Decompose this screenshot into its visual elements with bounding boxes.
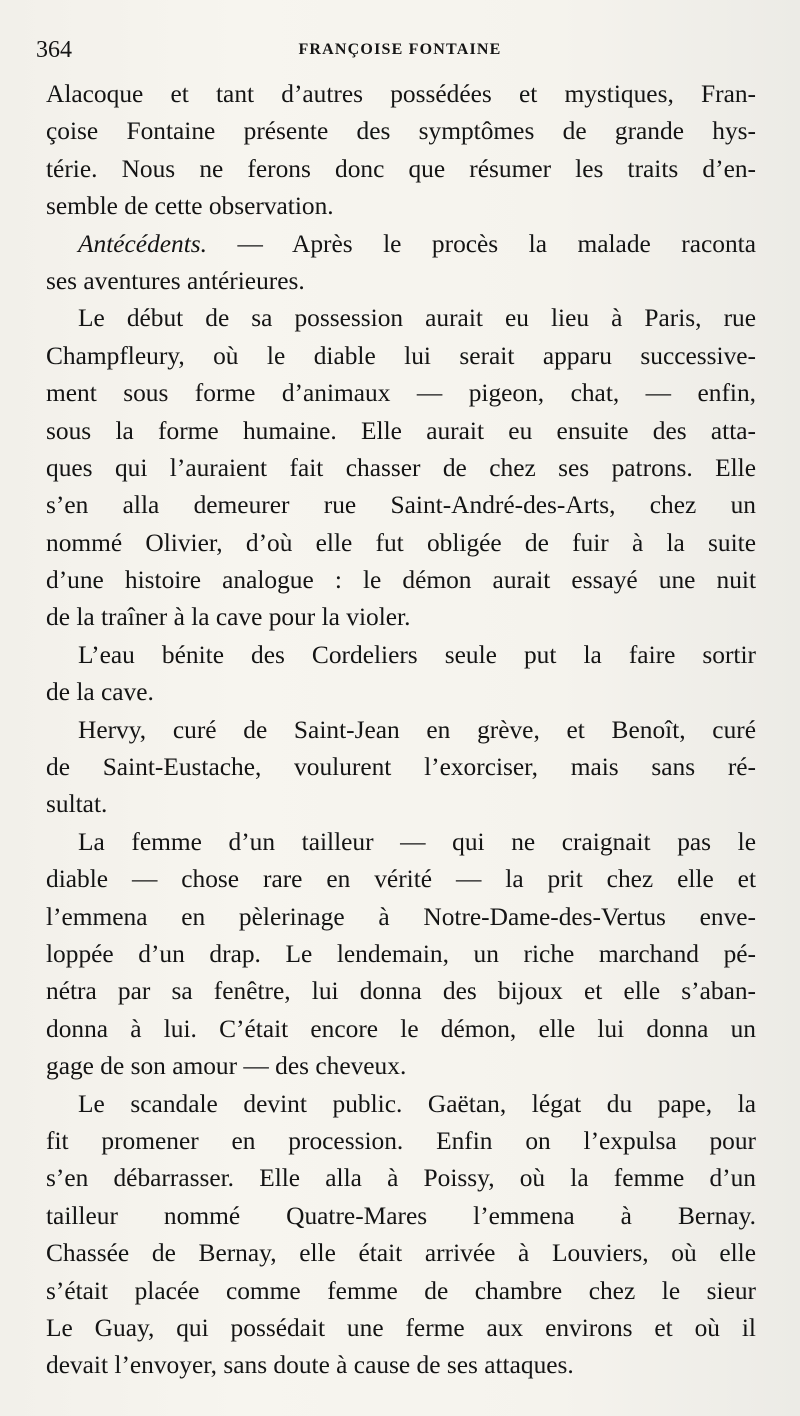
text-line: devait l’envoyer, sans doute à cause de ses attaques.	[46, 1351, 574, 1380]
paragraph-start-line: Hervy, curé de Saint-Jean en grève, et Benoît, curé	[78, 715, 756, 744]
text-line: Alacoque et tant d’autres possédées et mystiques, Fran-	[46, 80, 756, 108]
text-line: ques qui l’auraient fait chasser de chez ses patrons. Elle	[46, 453, 756, 482]
text-line: semble de cette observation.	[46, 192, 334, 221]
text-line: Le Guay, qui possédait une ferme aux environs et où il	[46, 1313, 756, 1342]
paragraph-start-line: Le début de sa possession aurait eu lieu à Paris, rue	[78, 304, 756, 333]
text-line: s’en débarrasser. Elle alla à Poissy, où la femme d’un	[46, 1164, 756, 1193]
text-line: diable — chose rare en vérité — la prit chez elle et	[46, 865, 756, 894]
text-line: gage de son amour — des cheveux.	[46, 1052, 407, 1081]
text-line: s’était placée comme femme de chambre chez le sieur	[46, 1276, 756, 1305]
text-line: sultat.	[46, 790, 108, 819]
text-line: de Saint-Eustache, voulurent l’exorciser, mais sans ré-	[46, 753, 756, 782]
text-line: nommé Olivier, d’où elle fut obligée de fuir à la suite	[46, 528, 756, 557]
body-text	[46, 76, 756, 1385]
text-line: ment sous forme d’animaux — pigeon, chat, — enfin,	[46, 379, 756, 408]
text-line: d’une histoire analogue : le démon aurait essayé une nuit	[46, 566, 756, 595]
text-line: sous la forme humaine. Elle aurait eu ensuite des atta-	[46, 416, 756, 445]
section-heading-text: — Après le procès la malade raconta	[207, 229, 756, 258]
text-line: s’en alla demeurer rue Saint-André-des-Arts, chez un	[46, 491, 756, 520]
paragraph-start-line: Le scandale devint public. Gaëtan, légat du pape, la	[78, 1089, 756, 1118]
text-line: fit promener en procession. Enfin on l’expulsa pour	[46, 1126, 756, 1155]
text-line: loppée d’un drap. Le lendemain, un riche marchand pé-	[46, 939, 756, 968]
paragraph-start-line: L’eau bénite des Cordeliers seule put la faire sortir	[78, 640, 756, 669]
text-line: de la traîner à la cave pour la violer.	[46, 603, 411, 632]
text-line: nétra par sa fenêtre, lui donna des bijoux et elle s’aban-	[46, 977, 756, 1006]
text-line: donna à lui. C’était encore le démon, elle lui donna un	[46, 1014, 756, 1043]
text-line: de la cave.	[46, 678, 154, 707]
section-heading: Antécédents.	[78, 229, 208, 258]
page-number: 364	[36, 37, 72, 63]
text-line: tailleur nommé Quatre-Mares l’emmena à Bernay.	[46, 1201, 756, 1230]
text-line: çoise Fontaine présente des symptômes de grande hys-	[46, 117, 756, 146]
text-line: térie. Nous ne ferons donc que résumer les traits d’en-	[46, 154, 756, 183]
text-line: Chassée de Bernay, elle était arrivée à Louviers, où elle	[46, 1239, 756, 1268]
text-line: l’emmena en pèlerinage à Notre-Dame-des-Vertus enve-	[46, 902, 756, 931]
section-heading-line	[46, 226, 756, 263]
page-header	[36, 30, 764, 70]
running-title: FRANÇOISE FONTAINE	[298, 41, 502, 58]
paragraph-start-line: La femme d’un tailleur — qui ne craignait pas le	[78, 827, 756, 856]
text-line: Champfleury, où le diable lui serait apparu successive-	[46, 341, 756, 370]
text-line: ses aventures antérieures.	[46, 266, 305, 295]
